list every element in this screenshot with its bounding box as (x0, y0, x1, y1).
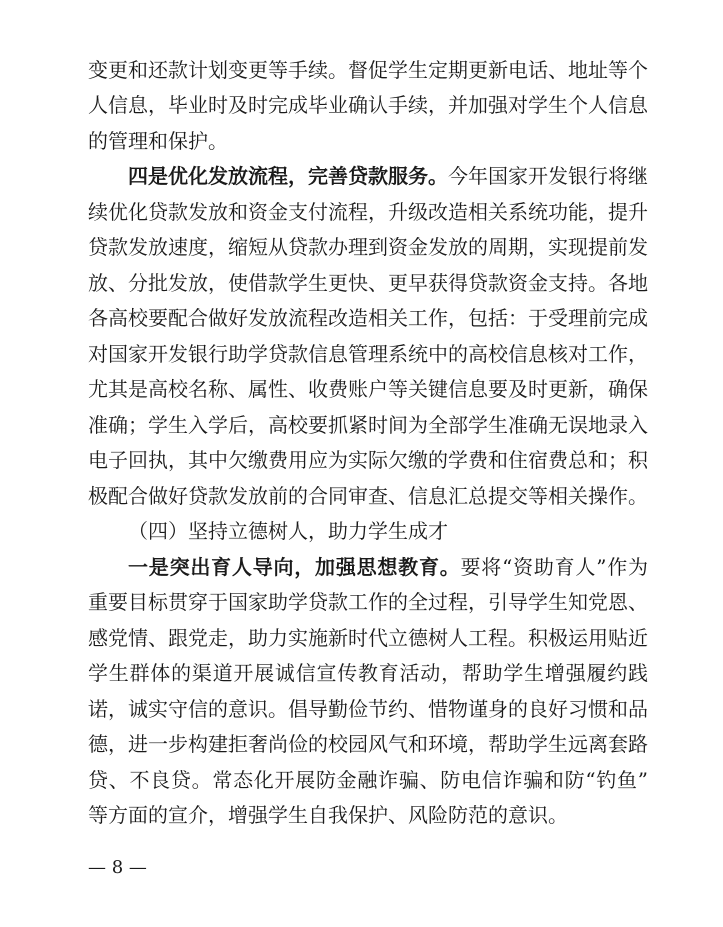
body-text-line: 学生群体的渠道开展诚信宣传教育活动，帮助学生增强履约践 (88, 661, 648, 685)
body-text: 要将“资助育人”作为 (460, 555, 648, 579)
page-number: — 8 — (88, 857, 147, 878)
body-text-line: 感党情、跟党走，助力实施新时代立德树人工程。积极运用贴近 (88, 626, 648, 650)
body-text-line: 放、分批发放，使借款学生更快、更早获得贷款资金支持。各地 (88, 271, 648, 295)
body-text-line: 重要目标贯穿于国家助学贷款工作的全过程，引导学生知党恩、 (88, 590, 648, 614)
paragraph-heading: 四是优化发放流程，完善贷款服务。 (128, 164, 448, 188)
body-text-line: 极配合做好贷款发放前的合同审查、信息汇总提交等相关操作。 (88, 484, 648, 508)
paragraph-first-line (128, 161, 648, 191)
body-text-line: 人信息，毕业时及时完成毕业确认手续，并加强对学生个人信息 (88, 93, 648, 117)
body-text-line: 准确；学生入学后，高校要抓紧时间为全部学生准确无误地录入 (88, 413, 648, 437)
body-text: 今年国家开发银行将继 (448, 164, 648, 188)
body-text-line: 各高校要配合做好发放流程改造相关工作，包括：于受理前完成 (88, 306, 648, 330)
body-text-line: 变更和还款计划变更等手续。督促学生定期更新电话、地址等个 (88, 58, 648, 82)
section-heading: （四）坚持立德树人，助力学生成才 (128, 519, 448, 543)
body-text-line: 尤其是高校名称、属性、收费账户等关键信息要及时更新，确保 (88, 377, 648, 401)
body-text-line: 对国家开发银行助学贷款信息管理系统中的高校信息核对工作， (88, 342, 648, 366)
body-text-line: 德，进一步构建拒奢尚俭的校园风气和环境，帮助学生远离套路 (88, 732, 648, 756)
body-text-line: 等方面的宣介，增强学生自我保护、风险防范的意识。 (88, 803, 568, 827)
body-text-line: 贷款发放速度，缩短从贷款办理到资金发放的周期，实现提前发 (88, 235, 648, 259)
body-text-line: 续优化贷款发放和资金支付流程，升级改造相关系统功能，提升 (88, 200, 648, 224)
body-text-line: 的管理和保护。 (88, 129, 228, 153)
body-text-line: 诺，诚实守信的意识。倡导勤俭节约、惜物谨身的良好习惯和品 (88, 697, 648, 721)
paragraph-first-line (128, 552, 648, 582)
body-text-line: 贷、不良贷。常态化开展防金融诈骗、防电信诈骗和防“钓鱼” (88, 768, 648, 792)
paragraph-heading: 一是突出育人导向，加强思想教育。 (128, 555, 461, 579)
body-text-line: 电子回执，其中欠缴费用应为实际欠缴的学费和住宿费总和；积 (88, 448, 648, 472)
